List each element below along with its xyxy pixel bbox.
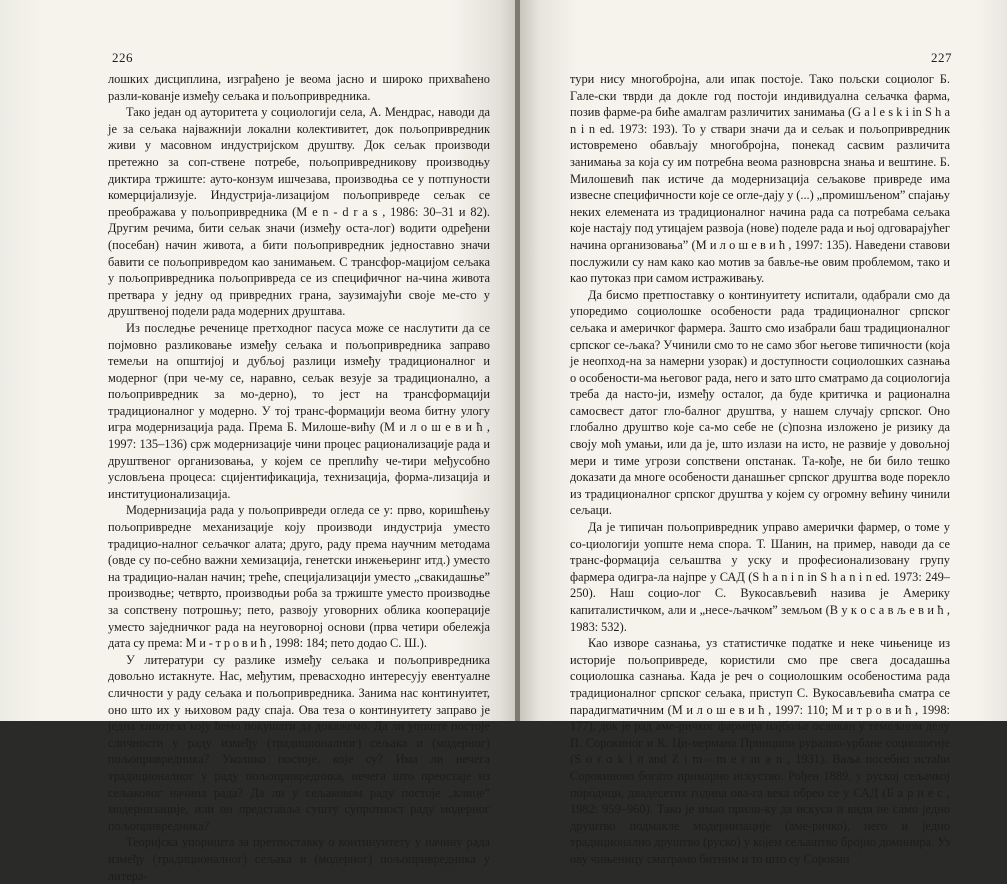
right-page-number: 227 (931, 50, 952, 65)
right-paragraph-4: Као изворе сазнања, уз статистичке податке и неке чињенице из историје пољопривреде, користили смо пре свега досадашња социолошка сазнања. Када је реч о социолошким особеностима рада традиционалног српског сељака, приступ С. Вукосављевића сматра се парадигматичним (М и л о ш е в и ћ , 1997: 110; М и т р о в и ћ , 1998: 177), док је рад аме-ричког фармера најбоље осликан у темељном делу П. Сорокиног и К. Ци-мермана Принципи рурално-урбане социологије (S o r o k i n and Z i m - m e r m a n , 1931). Ваља посебно истаћи Сорокиново богато примарно искуство. Рођен 1889. у руској сељачкој породици, двадесетих година ова-га века обрео се у САД (Б а р н е с , 1982: 959–960). Тако је имао прили-ку да искуси и види не само једно друштво подмакле модернизације (аме-ричко), него и једно традиционално друштво (руско) у којем сељаштво бројно доминира. Уз ову чињеницу сматрамо битним и то што су Сорокин (570, 636, 950, 866)
left-paragraph-5: У литератури су разлике између сељака и пољопривредника довољно истакнуте. Нас, међутим, превасходно интересују евентуалне сличности у раду сељака и пољопривредника. Занима нас континуитет, оно што их у њиховом раду спаја. Ова теза о континуитету заправо је једна хипотеза коју ћемо покушати да докажемо. Да ли уопште постоје сличности у раду између (традиционалног) сељака и (модерног) пољопривредника? Уколико постоје, које су? Има ли нечега традиционалног у раду пољопривредника, нечега што преостаје из сељаковог начина рада? Да ли у сељаковом раду постоје „клице” модернизације, или он представља сушту супротност раду модерног пољопривредника? (108, 652, 490, 833)
right-paragraph-3: Да је типичан пољопривредник управо амерички фармер, о томе у со-циологији уопште нема спора. Т. Шанин, на пример, наводи да се транс-формација сељаштва у уску и професионализовану групу фармера одигра-ла најпре у САД (S h a n i n in S h a n i n ed. 1973: 249–250). Наш социо-лог С. Вукосављевић назива је Америку капиталистичком, али и „несе-љачком” земљом (В у к о с а в љ е в и ћ , 1983: 532). (570, 520, 950, 634)
left-paragraph-6: Теоријска упоришта за претпоставку о континуитету у начину рада између (традиционалног) сељака и (модерног) пољопривредника у литера- (108, 835, 490, 883)
left-page-body (108, 71, 490, 884)
left-page-number: 226 (112, 50, 133, 65)
right-page-body (570, 71, 950, 868)
left-paragraph-3: Из последње реченице претходног пасуса може се наслутити да се појмовно разликовање између сељака и пољопривредника заправо темељи на општијој и дубљој разлици између традиционалног и модерног (при че-му се, наравно, сељак везује за традиционално, а пољопривредник за мо-дерно), то јест на трансформацији традиционалног у модерно. У тој транс-формацији веома битну улогу игра модернизација рада. Према Б. Милоше-вићу (М и л о ш е в и ћ , 1997: 135–136) срж модернизације чини процес рационализације рада и друштвеног организовања, у којем се преплићу че-тири међусобно условљена процеса: сцијентификација, технизација, формa-лизација и институционализација. (108, 320, 490, 501)
left-paragraph-4: Модернизација рада у пољопривреди огледа се у: прво, коришћењу пољопривредне механизације коју производи индустрија уместо традицио-налног сељачког алата; друго, раду према научним методама (овде су по-себно важни хемизација, генетски инжењеринг итд.) уместо на традицио-налан начин; треће, специјализацији уместо „свакидашње” производње; четврто, производњи роба за тржиште уместо производње за сопствену потрошњу; пето, развоју уговорних облика кооперације уместо заједничког рада на неуговорној основи (прва четири обележја дата су према: М и - т р о в и ћ , 1998: 184; пето додао С. Ш.). (108, 503, 490, 651)
right-paragraph-1: тури нису многобројна, али ипак постоје. Тако пољски социолог Б. Гале-ски тврди да докле год постоји индивидуална сељачка фарма, позив фарме-ра биће амалгам различитих занимања (G a l e s k i in S h a n i n ed. 1973: 193). То у ствари значи да и сељак и пољопривредник истовремено обављају многобројна, понекад сасвим различита занимања за која су им потребна веома разноврсна знања и вештине. Б. Милошевић пак истиче да модернизација сељакове привреде има извесне специфичности које се огле-дају у (...) „промишљеном” спајању неких елемената из традиционалног начина рада са потребама сељака које настају под утицајем развоја (нове) поделе рада и њој одговарајућег начина организовања” (М и л о ш е в и ћ , 1997: 135). Наведени ставови послужили су нам како као мотив за бавље-ње овим проблемом, тако и као путоказ при самом истраживању. (570, 72, 950, 286)
left-paragraph-2: Тако један од ауторитета у социологији села, А. Мендрас, наводи да је за сељака најважнији локални колективитет, док пољопривредник живи у масовном индустријском друштву. Док сељак производи претежно за соп-ствене потребе, пољопривредникову производњу диктира тржиште: ауто-конзум ишчезава, производња се у потпуности комерцијализује. Индустрија-лизацијом пољопривреде сељак се преображава у пољопривредника (М е n - d r a s , 1986: 30–31 и 82). Другим речима, бити сељак значи (између оста-лог) водити одређени (посебан) начин живота, а бити пољопривредник једноставно значи бавити се пољопривредом као занимањем. С трансфор-мацијом сељака у пољопривредника пољопривреда се из специфичног на-чина живота претвара у једну од привредних грана, заузимајући своје ме-сто у друштвеној подели рада модерних друштава. (108, 105, 490, 319)
right-paragraph-2: Да бисмо претпоставку о континуитету испитали, одабрали смо да упоредимо социолошке особености рада традиционалног српског сељака и америчког фармера. Зашто смо изабрали баш традиционалног српског се-љака? Учинили смо то не само због његове типичности (која је неопход-на за намерни узорак) и доступности социолошких сазнања о особености-ма његовог рада, него и зато што сматрамо да социологија треба да насто-ји, између осталог, да буде критичка и рационална самосвест датог гло-балног друштва, у нашем случају српског. Оно глобално друштво које са-мо себе не (с)позна изложено је ризику да своју моћ умањи, или да је, што излази на исто, не развије у довољној мери и тиме угрози сопствени опстанак. Та-кође, не би било тешко доказати да многе особености данашњег српског друштва воде порекло из традиционалног српског друштва у којем су огромну већину чинили сељаци. (570, 287, 950, 518)
left-paragraph-1: лошких дисциплина, изграђено је веома јасно и широко прихваћено разли-кованје између сељака и пољопривредника. (108, 72, 490, 103)
right-page (520, 0, 1007, 866)
